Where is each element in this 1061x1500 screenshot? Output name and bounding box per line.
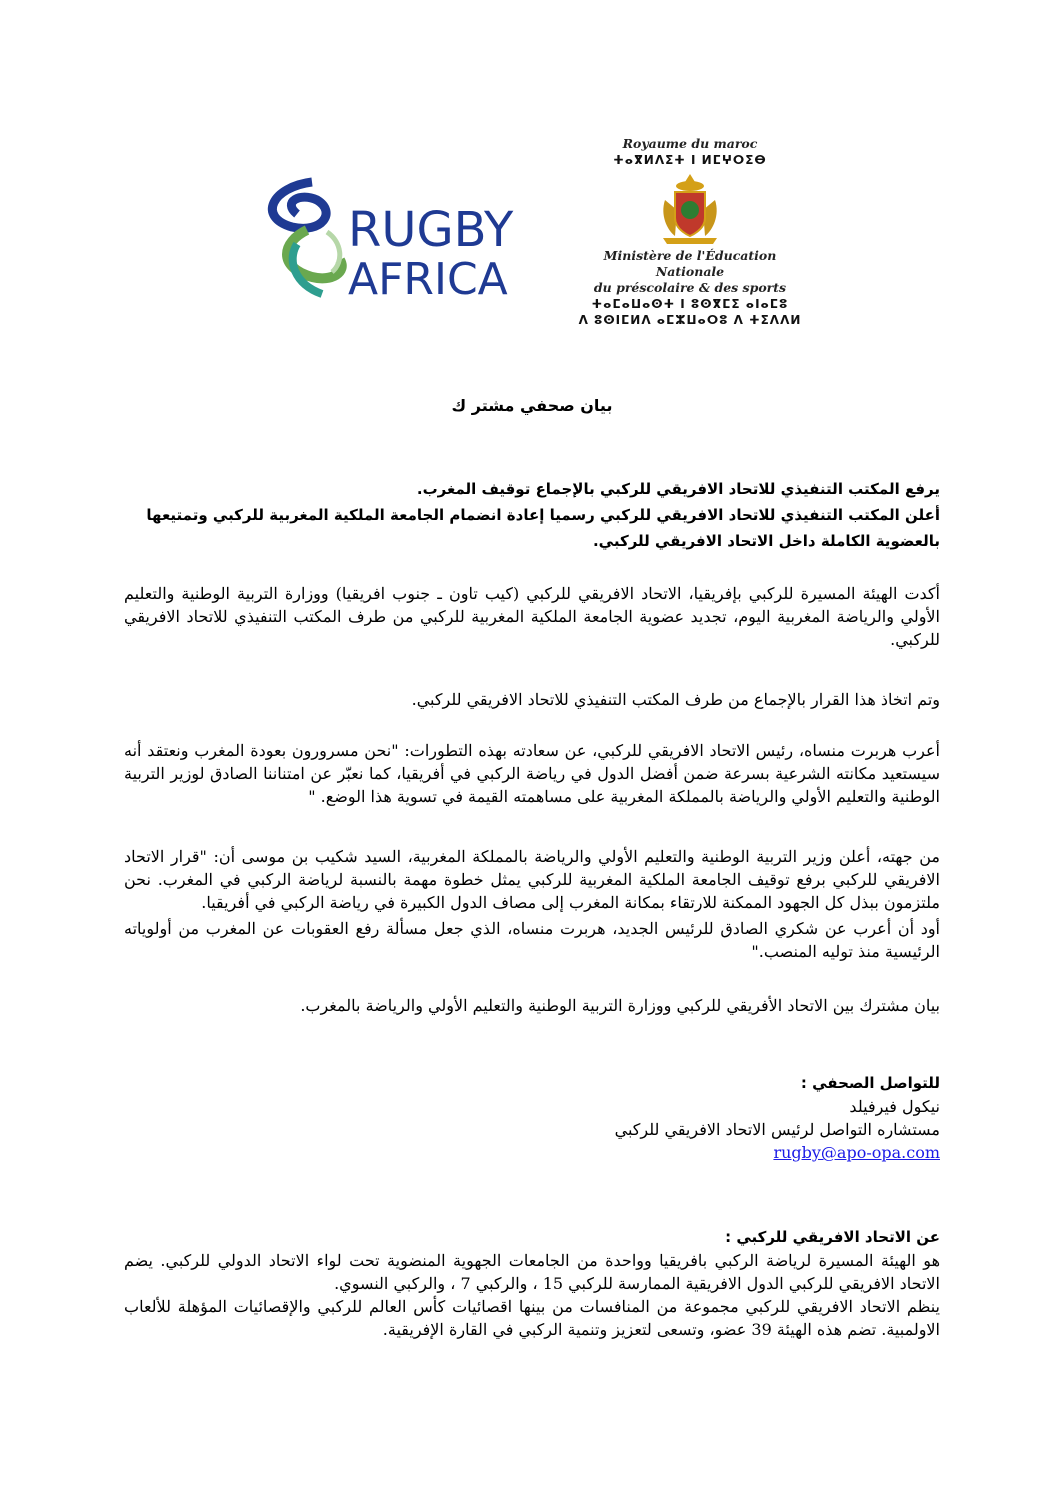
paragraph-5: أود أن أعرب عن شكري الصادق للرئيس الجديد، هربرت منساه، الذي جعل مسألة رفع العقوبات عن المغرب من أولوياته الرئيسية منذ توليه المنصب." bbox=[124, 919, 940, 961]
ministry-kingdom-label: Royaume du maroc bbox=[622, 136, 758, 151]
headline-line-3: بالعضوية الكاملة داخل الاتحاد الافريقي للركبي. bbox=[592, 532, 940, 550]
page-title: بيان صحفي مشتر ك bbox=[451, 396, 613, 415]
about-paragraph-1: هو الهيئة المسيرة لرياضة الركبي بافريقيا وواحدة من الجامعات الجهوية المنضوية تحت لواء الاتحاد الدولي للركبي. يضم الاتحاد الافريقي للركبي الدول الافريقية الممارسة للركبي 15 ، والركبي 7 ، والركبي النسوي. bbox=[124, 1251, 940, 1293]
ministry-name-line2: du préscolaire & des sports bbox=[593, 280, 787, 295]
about-heading: عن الاتحاد الافريقي للركبي : bbox=[725, 1228, 940, 1246]
contact-name: نيكول فيرفيلد bbox=[849, 1097, 940, 1116]
moroccan-coat-of-arms-icon bbox=[655, 170, 725, 248]
about-paragraph-2: ينظم الاتحاد الافريقي للركبي مجموعة من المنافسات من بينها اقصائيات كأس العالم للركبي والإقصائيات المؤهلة للألعاب الاولمبية. تضم هذه الهيئة 39 عضو، وتسعى لتعزيز وتنمية الركبي في القارة الإفريقية. bbox=[124, 1297, 940, 1339]
headline-line-2: أعلن المكتب التنفيذي للاتحاد الافريقي للركبي رسميا إعادة انضمام الجامعة الملكية المغربية للركبي وتمتيعها bbox=[146, 506, 940, 524]
ministry-logo bbox=[575, 136, 805, 327]
logo-africa-text: AFRICA bbox=[348, 254, 508, 302]
contact-heading: للتواصل الصحفي : bbox=[800, 1074, 940, 1092]
press-contact bbox=[124, 1072, 940, 1164]
ministry-name-line1: Ministère de l'Éducation Nationale bbox=[603, 248, 777, 279]
ministry-tifinagh-line1: ⵜⴰⵎⴰⵡⴰⵙⵜ ⵏ ⵓⵙⴳⵎⵉ ⴰⵏⴰⵎⵓ bbox=[591, 297, 789, 311]
rugby-africa-logo bbox=[252, 172, 522, 302]
paragraph-4: من جهته، أعلن وزير التربية الوطنية والتعليم الأولي والرياضة بالمملكة المغربية، السيد شكيب بن موسى أن: "قرار الاتحاد الافريقي للركبي برفع توقيف الجامعة الملكية المغربية للركبي يمثل خطوة مهمة بالنسبة لرياضة الركبي في المغرب. نحن ملتزمون ببذل كل الجهود الممكنة للارتقاء بمكانة المغرب إلى مصاف الدول الكبيرة في رياضة الركبي في أفريقيا. bbox=[124, 847, 940, 912]
ministry-kingdom-tifinagh: ⵜⴰⴳⵍⴷⵉⵜ ⵏ ⵍⵎⵖⵔⵉⴱ bbox=[613, 153, 767, 167]
contact-role: مستشاره التواصل لرئيس الاتحاد الافريقي للركبي bbox=[614, 1120, 940, 1139]
rugby-swirl-icon bbox=[252, 172, 522, 302]
ministry-tifinagh-line2: ⴷ ⵓⵙⵏⵎⵍⴷ ⴰⵎⵣⵡⴰⵔⵓ ⴷ ⵜⵉⴷⴷⵍ bbox=[578, 313, 802, 327]
paragraph-1: أكدت الهيئة المسيرة للركبي بإفريقيا، الاتحاد الافريقي للركبي (كيب تاون ـ جنوب افريقيا) ووزارة التربية الوطنية والتعليم الأولي والرياضة المغربية اليوم، تجديد عضوية الجامعة الملكية المغربية للركبي من طرف المكتب التنفيذي للاتحاد الافريقي للركبي. bbox=[124, 584, 940, 649]
headline-line-1: يرفع المكتب التنفيذي للاتحاد الافريقي للركبي بالإجماع توقيف المغرب. bbox=[416, 480, 940, 498]
logo-rugby-text: RUGBY bbox=[348, 202, 514, 258]
about-section bbox=[124, 1226, 940, 1341]
headline bbox=[124, 476, 940, 554]
contact-email-link[interactable]: rugby@apo-opa.com bbox=[773, 1143, 940, 1162]
paragraph-6: بيان مشترك بين الاتحاد الأفريقي للركبي ووزارة التربية الوطنية والتعليم الأولي والرياضة بالمغرب. bbox=[300, 996, 940, 1015]
paragraph-3: أعرب هربرت منساه، رئيس الاتحاد الافريقي للركبي، عن سعادته بهذه التطورات: "نحن مسرورون بعودة المغرب ونعتقد أنه سيستعيد مكانته الشرعية بسرعة ضمن أفضل الدول في رياضة الركبي في أفريقيا، كما نعبّر عن امتناننا الصادق لوزير التربية الوطنية والتعليم الأولي والرياضة بالمملكة المغربية على مساهمته القيمة في تسوية هذا الوضع. " bbox=[124, 741, 940, 806]
paragraph-2: وتم اتخاذ هذا القرار بالإجماع من طرف المكتب التنفيذي للاتحاد الافريقي للركبي. bbox=[411, 690, 940, 709]
